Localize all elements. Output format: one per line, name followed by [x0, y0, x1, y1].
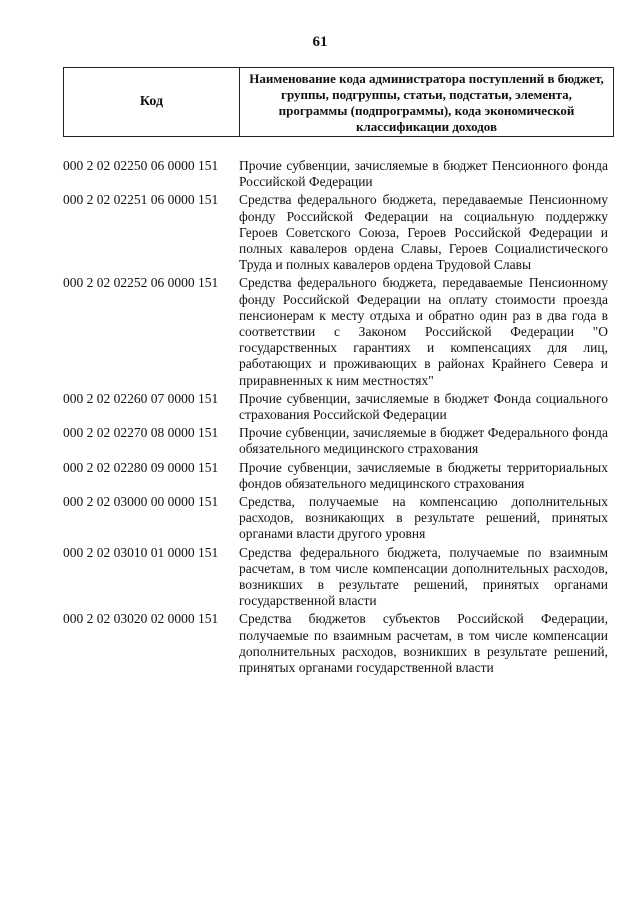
entry-code: 000 2 02 02280 09 0000 151 [63, 459, 219, 475]
table-header [63, 67, 614, 137]
entry-code: 000 2 02 02260 07 0000 151 [63, 390, 219, 406]
entry-code: 000 2 02 03000 00 0000 151 [63, 494, 219, 510]
list-item [63, 494, 608, 543]
entry-code: 000 2 02 02250 06 0000 151 [63, 158, 219, 173]
column-header-code: Код [64, 68, 240, 136]
entry-code: 000 2 02 02270 08 0000 151 [63, 425, 219, 441]
list-item [63, 192, 608, 273]
page-number: 61 [312, 34, 328, 50]
entry-description: Средства, получаемые на компенсацию дополнительных расходов, возникающих в результате решений, принятых органами власти другого уровня [239, 494, 608, 542]
entries-list [63, 158, 608, 678]
entry-description: Средства федерального бюджета, передаваемые Пенсионному фонду Российской Федерации на социальную поддержку Героев Советского Союза, Героев Российской Федерации и полных кавалеров ордена Славы, Героев Социалистического Труда и полных кавалеров ордена Трудовой Славы [239, 192, 608, 273]
column-header-name: Наименование кода администратора поступлений в бюджет, группы, подгруппы, статьи, подстатьи, элемента, программы (подпрограммы), кода экономической классификации доходов [249, 71, 604, 134]
list-item [63, 425, 608, 457]
entry-code: 000 2 02 02251 06 0000 151 [63, 192, 219, 208]
list-item [63, 275, 608, 388]
entry-code: 000 2 02 03010 01 0000 151 [63, 544, 219, 560]
list-item [63, 391, 608, 423]
entry-description: Средства бюджетов субъектов Российской Федерации, получаемые по взаимным расчетам, в том числе компенсации дополнительных расходов, возникших в результате решений, принятых органами государственной власти [239, 611, 608, 676]
list-item [63, 545, 608, 610]
entry-description: Средства федерального бюджета, получаемые по взаимным расчетам, в том числе компенсации дополнительных расходов, возникших в результате решений, принятых органами государственной власти [239, 544, 608, 609]
entry-description: Прочие субвенции, зачисляемые в бюджеты территориальных фондов обязательного медицинского страхования [239, 459, 608, 491]
entry-code: 000 2 02 03020 02 0000 151 [63, 611, 219, 627]
entry-description: Прочие субвенции, зачисляемые в бюджет Пенсионного фонда Российской Федерации [239, 158, 608, 190]
entry-description: Средства федерального бюджета, передаваемые Пенсионному фонду Российской Федерации на оплату стоимости проезда пенсионерам к месту отдыха и обратно один раз в два года в соответствии с Законом Российской Федерации "О государственных гарантиях и компенсациях для лиц, работающих и проживающих в районах Крайнего Севера и приравненных к ним местностях" [239, 275, 608, 388]
list-item [63, 158, 608, 190]
list-item [63, 460, 608, 492]
entry-code: 000 2 02 02252 06 0000 151 [63, 275, 219, 291]
entry-description: Прочие субвенции, зачисляемые в бюджет Федерального фонда обязательного медицинского страхования [239, 425, 608, 457]
entry-description: Прочие субвенции, зачисляемые в бюджет Фонда социального страхования Российской Федерации [239, 390, 608, 423]
list-item [63, 611, 608, 676]
